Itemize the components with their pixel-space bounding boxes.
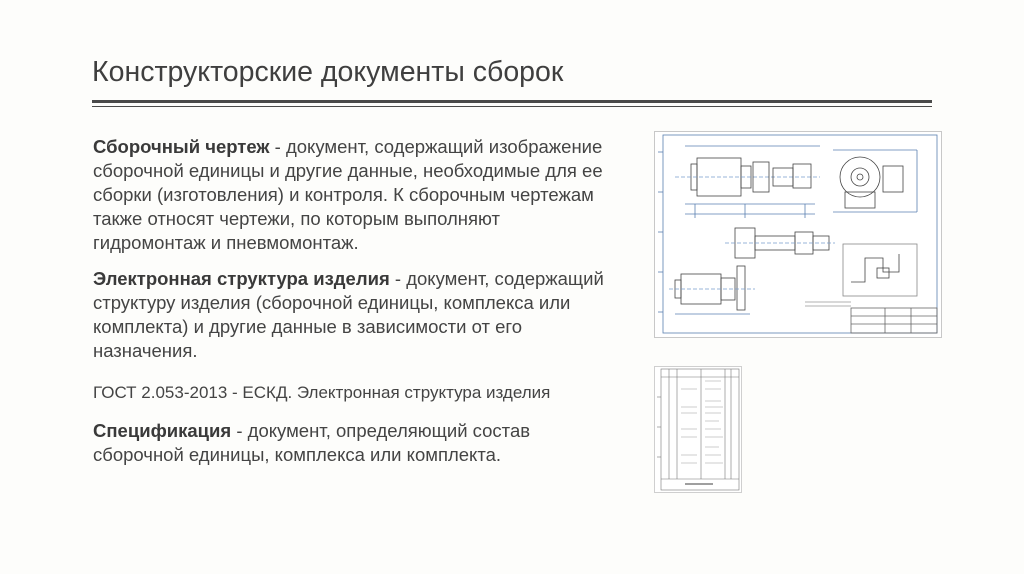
term-assembly-drawing: Сборочный чертеж: [93, 136, 270, 157]
title-divider-thin: [92, 106, 932, 107]
term-specification: Спецификация: [93, 420, 232, 441]
paragraph-assembly-drawing: [93, 135, 613, 255]
slide-body: [93, 135, 613, 479]
gost-reference: ГОСТ 2.053-2013 - ЕСКД. Электронная структура изделия: [93, 383, 551, 402]
slide-title: Конструкторские документы сборок: [92, 56, 564, 88]
term-electronic-structure: Электронная структура изделия: [93, 268, 390, 289]
assembly-drawing-graphic: [655, 132, 941, 337]
specification-image: [654, 366, 742, 493]
title-divider-thick: [92, 100, 932, 103]
paragraph-electronic-structure: [93, 267, 613, 363]
assembly-drawing-image: [654, 131, 942, 338]
paragraph-specification: [93, 419, 613, 467]
definition-electronic-structure: - документ, содержащий структуру изделия (сборочной единицы, комплекса или комплекта) и другие данные в зависимости от его назначения.: [93, 268, 604, 361]
specification-graphic: [655, 367, 741, 492]
definition-assembly-drawing: - документ, содержащий изображение сборочной единицы и другие данные, необходимые для ее сборки (изготовления) и контроля. К сборочным чертежам также относят чертежи, по которым выполняют гидромонтаж и пневмомонтаж.: [93, 136, 603, 253]
definition-specification: - документ, определяющий состав сборочной единицы, комплекса или комплекта.: [93, 420, 531, 465]
